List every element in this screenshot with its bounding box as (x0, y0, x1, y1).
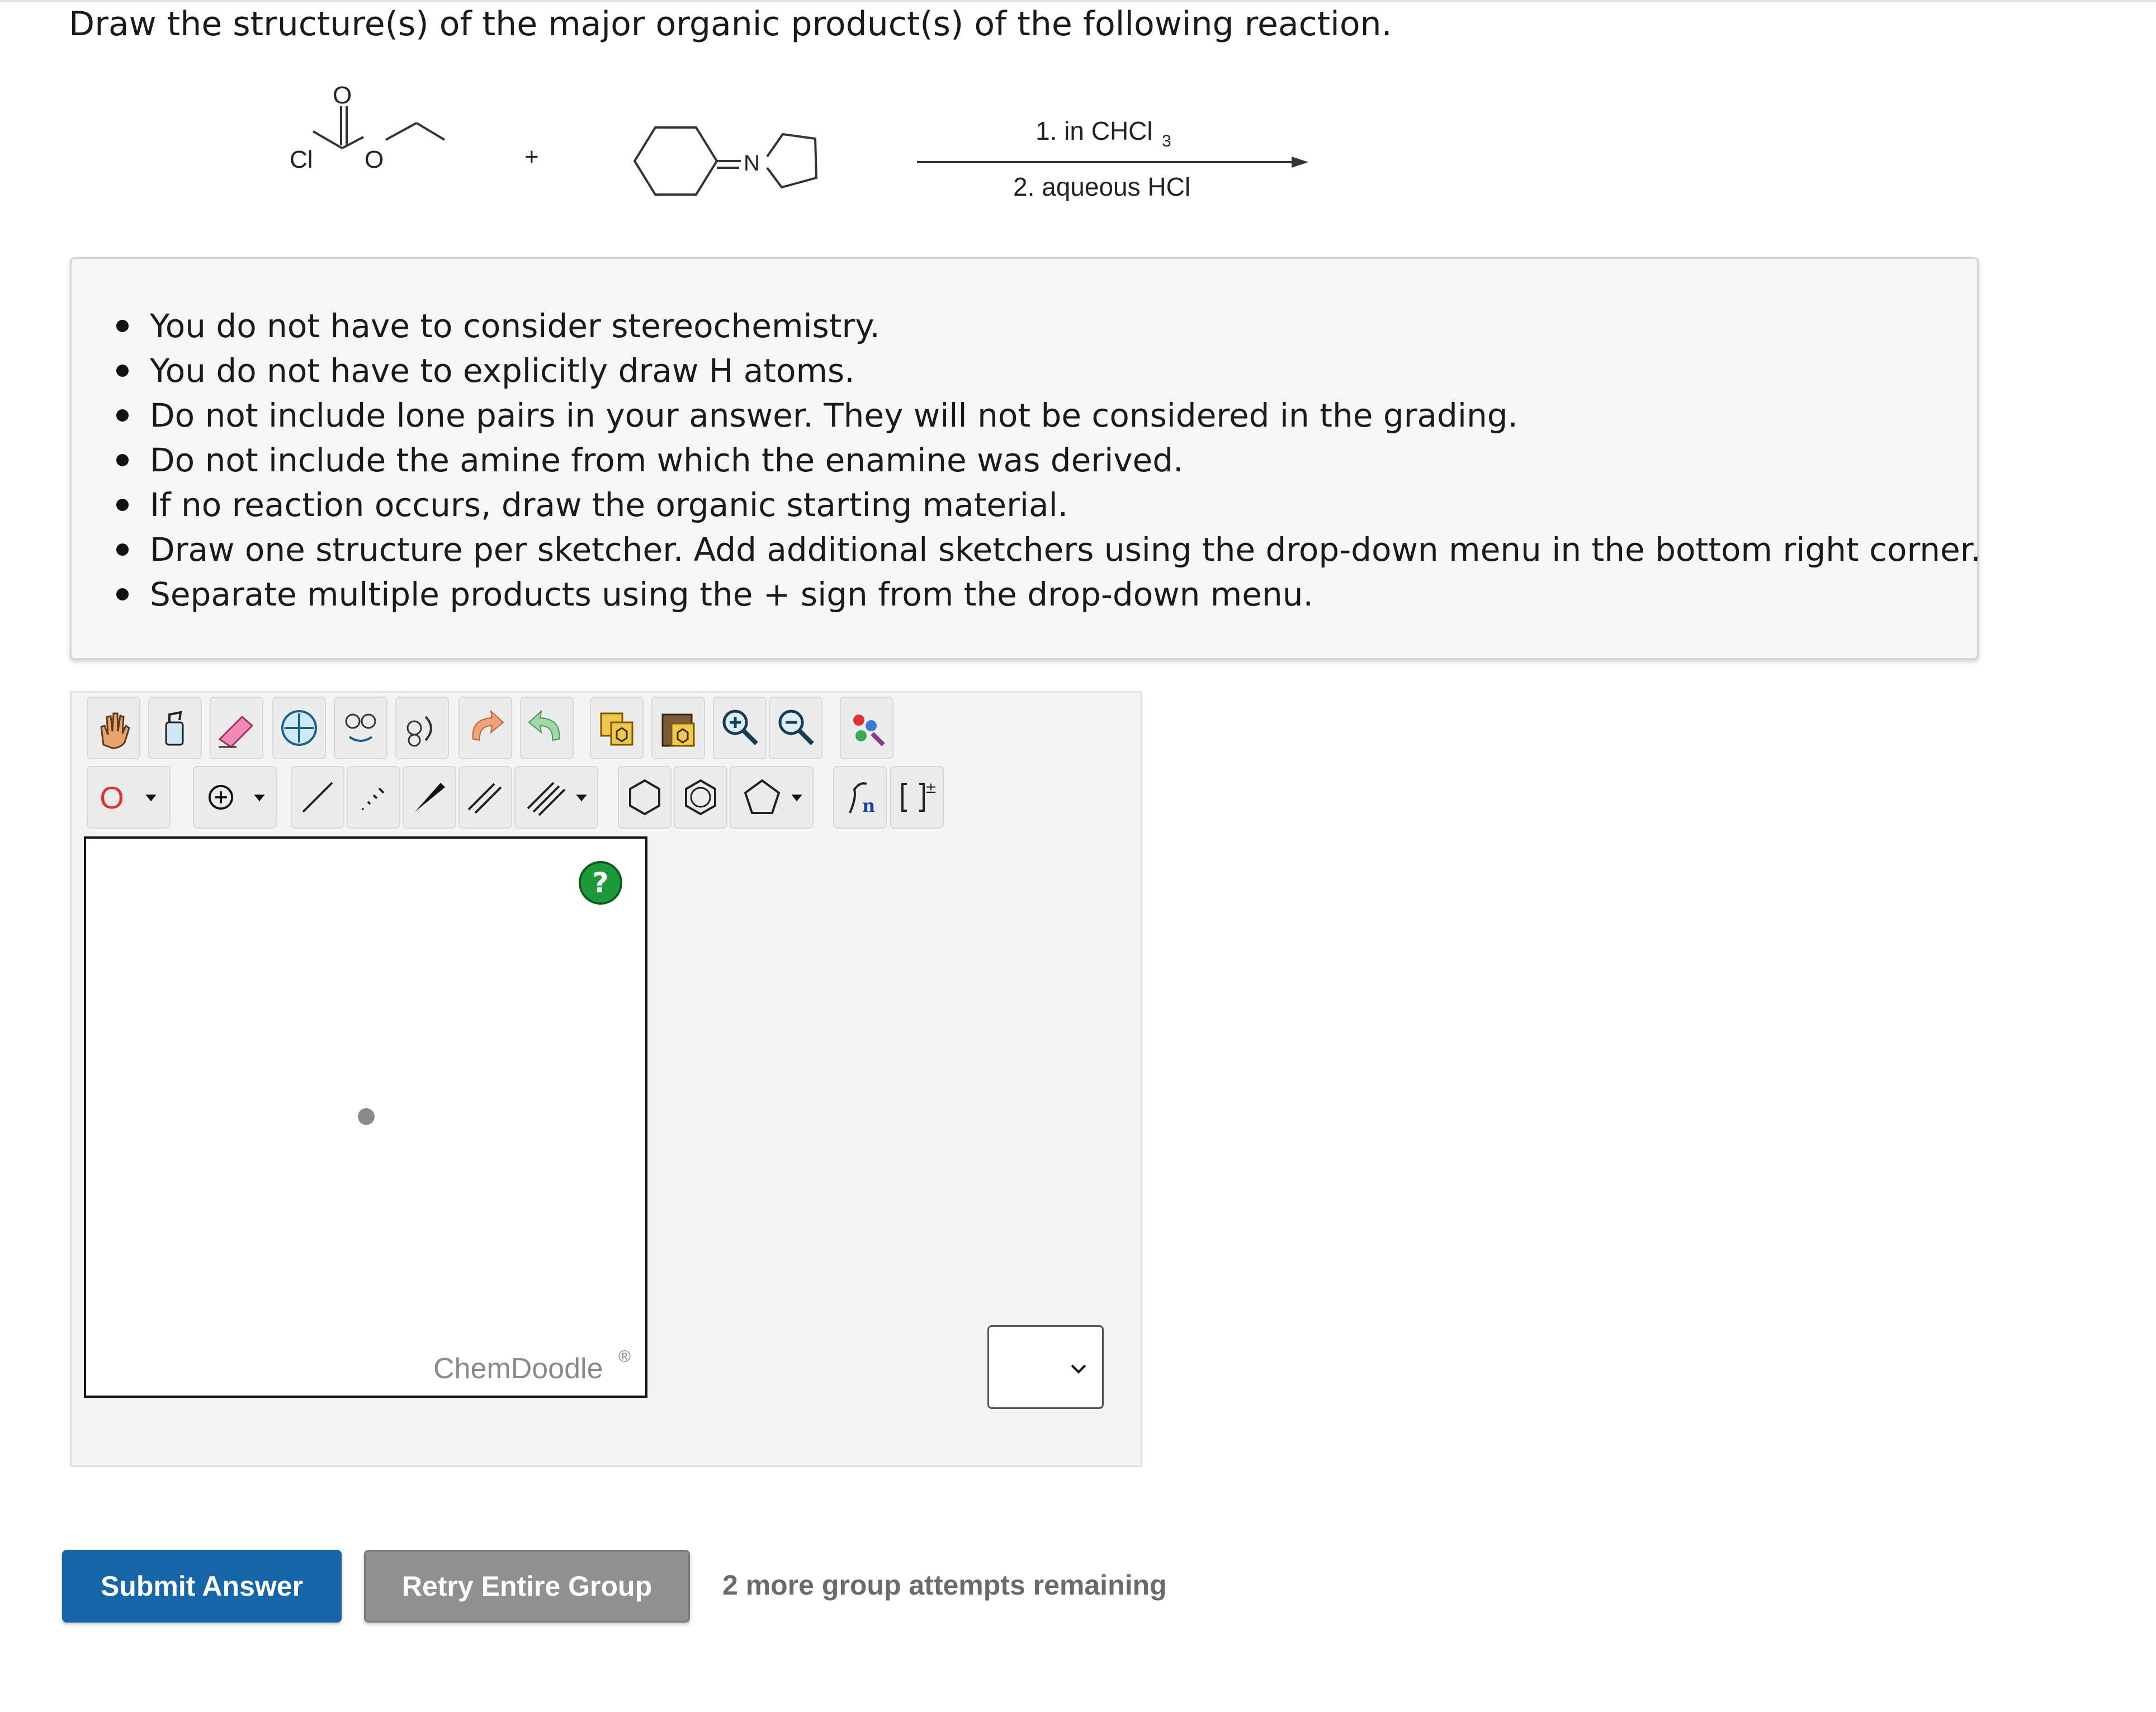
registered-mark: ® (618, 1347, 631, 1366)
zoom-in-button[interactable] (713, 697, 767, 759)
triple-bond-dropdown[interactable] (514, 766, 598, 829)
single-bond-icon (295, 775, 340, 820)
help-button[interactable]: ? (579, 861, 622, 905)
bracket-icon (895, 775, 939, 820)
ring-rotate-icon (400, 706, 445, 750)
flip-tool[interactable] (334, 697, 387, 759)
benzene-icon (678, 775, 723, 820)
ether-o-label: O (365, 146, 384, 173)
chemdoodle-brand: ChemDoodle (433, 1352, 603, 1385)
instruction-item: Do not include lone pairs in your answer. They will not be considered in the grading. (150, 393, 1981, 438)
cyclohexane-icon (622, 775, 667, 820)
condition-2: 2. aqueous HCl (1013, 172, 1191, 201)
clean-icon (844, 706, 889, 750)
add-sketcher-dropdown[interactable] (987, 1325, 1104, 1409)
redo-icon (524, 706, 569, 750)
sgroup-tool[interactable] (833, 766, 887, 829)
svg-text:n: n (862, 795, 876, 816)
benzene-tool[interactable] (674, 766, 727, 829)
instruction-item: Separate multiple products using the + sign from the drop-down menu. (150, 572, 1981, 617)
clean-button[interactable] (840, 697, 893, 759)
enamine-structure (635, 127, 816, 195)
reaction-scheme (0, 78, 1342, 240)
cyclohexane-tool[interactable] (618, 766, 672, 829)
top-divider (0, 0, 2156, 2)
eraser-icon (214, 706, 259, 750)
center-tool[interactable] (272, 697, 326, 759)
submit-answer-button[interactable]: Submit Answer (62, 1550, 342, 1623)
eraser-tool[interactable] (210, 697, 263, 759)
ethyl-chloroformate-structure (313, 106, 445, 148)
nitrogen-label: N (744, 151, 760, 176)
reaction-svg (0, 78, 1342, 240)
instruction-item: Draw one structure per sketcher. Add additional sketchers using the drop-down menu in the bottom right corner. (150, 527, 1981, 572)
copy-icon (594, 706, 639, 750)
chevron-down-icon (1067, 1358, 1090, 1380)
paste-icon (656, 706, 701, 750)
chevron-down-icon (253, 791, 266, 804)
copy-button[interactable] (590, 697, 644, 759)
redo-button[interactable] (520, 697, 574, 759)
undo-icon (463, 706, 508, 750)
triple-bond-icon (524, 775, 569, 820)
single-bond-tool[interactable] (291, 766, 344, 829)
instruction-item: Do not include the amine from which the enamine was derived. (150, 438, 1981, 483)
instruction-item: You do not have to explicitly draw H atoms. (150, 348, 1981, 393)
paste-button[interactable] (651, 697, 705, 759)
charge-dropdown[interactable] (193, 766, 277, 829)
double-bond-icon (463, 775, 508, 820)
zoom-out-icon (773, 706, 818, 750)
lasso-tool[interactable] (148, 697, 202, 759)
cl-label: Cl (290, 146, 313, 173)
svg-text:±: ± (925, 780, 937, 797)
zoom-out-button[interactable] (769, 697, 822, 759)
wedge-bond-tool[interactable] (403, 766, 456, 829)
undo-button[interactable] (458, 697, 512, 759)
ring-rotate-tool[interactable] (395, 697, 449, 759)
canvas-cursor-dot (358, 1108, 375, 1125)
question-prompt: Draw the structure(s) of the major organic product(s) of the following reaction. (69, 4, 1392, 44)
condition-1-sub: 3 (1162, 132, 1171, 150)
charge-icon (204, 780, 238, 815)
element-dropdown[interactable] (87, 766, 171, 829)
lasso-icon (153, 706, 197, 750)
instructions-box (70, 257, 1979, 660)
chevron-down-icon (575, 791, 588, 804)
instruction-item: If no reaction occurs, draw the organic starting material. (150, 483, 1981, 527)
center-icon (277, 706, 321, 750)
chevron-down-icon (790, 791, 803, 804)
hand-icon (91, 706, 136, 750)
bracket-tool[interactable] (890, 766, 944, 829)
double-bond-tool[interactable] (458, 766, 512, 829)
instructions-list (150, 304, 1981, 617)
plus-sign: + (524, 143, 539, 171)
chevron-down-icon (144, 791, 158, 804)
sgroup-icon (838, 775, 882, 820)
retry-group-button[interactable]: Retry Entire Group (364, 1550, 690, 1623)
cyclopentane-dropdown[interactable] (730, 766, 814, 829)
carbonyl-o-label: O (333, 82, 352, 109)
condition-1: 1. in CHCl (1036, 116, 1153, 145)
flip-icon (338, 706, 383, 750)
wedge-bold-icon (407, 775, 452, 820)
attempts-remaining: 2 more group attempts remaining (722, 1569, 1167, 1601)
hashed-bond-tool[interactable] (347, 766, 400, 829)
element-label: O (100, 779, 124, 815)
hand-tool[interactable] (87, 697, 140, 759)
arrow-head (1292, 157, 1308, 168)
instruction-item: You do not have to consider stereochemistry. (150, 304, 1981, 348)
wedge-hash-icon (351, 775, 396, 820)
zoom-in-icon (717, 706, 762, 750)
cyclopentane-icon (740, 775, 784, 820)
